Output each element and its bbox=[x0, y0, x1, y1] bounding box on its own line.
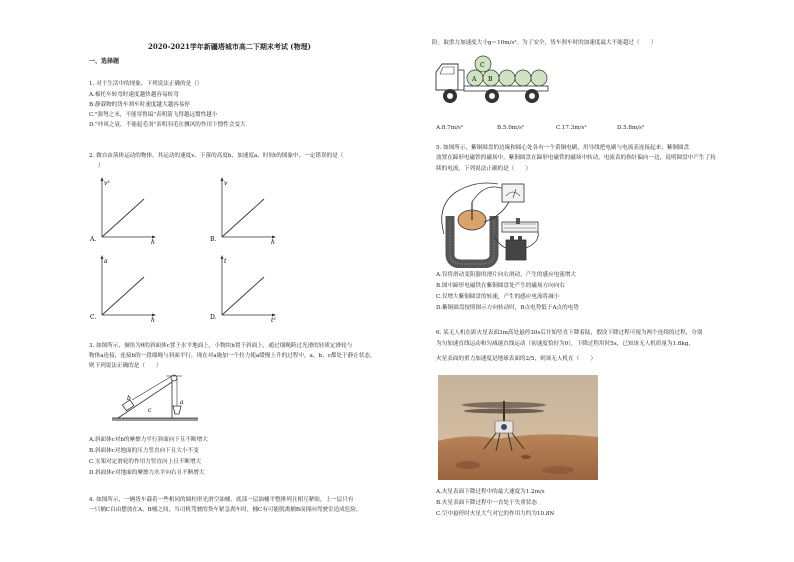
q6-option-c: C.空中悬停时火星大气对它的作用力约为10.8N bbox=[436, 511, 555, 517]
q3-label-c: c bbox=[148, 407, 152, 414]
q1-option-d: D."冲风之衰，不能起毛羽"表明羽毛在飘风的作用下惯性会变大 bbox=[89, 122, 246, 128]
section-heading: 一、选择题 bbox=[89, 58, 120, 65]
q4-option-b: B.5.0m/s² bbox=[497, 125, 525, 131]
q5-option-d: D.紫铜圆盘按照图示方向转动时，B点电势低于A点的电势 bbox=[436, 305, 579, 311]
q2-graph-a bbox=[88, 175, 158, 245]
q4-option-d: D.5.8m/s² bbox=[617, 125, 645, 131]
q6-line-1: 6. 某无人机在距火星表面3m高处悬停30s后开始竖直下降着陆，假设下降过程可视为两个连续的过程，分别 bbox=[436, 330, 703, 336]
q2-graph-b-label: B. bbox=[210, 236, 217, 243]
q3-label-b: b bbox=[127, 395, 131, 402]
q3-line-2: 物体a连接，连接b的一段细绳与斜面平行，现在对a施加一个拉力使a缓慢上升的过程中，a、b、c都处于静止状态， bbox=[89, 353, 376, 359]
q5-option-a: A.仅将滑动变阻器的滑片向右滑动，产生的感应电流增大 bbox=[436, 272, 577, 278]
q4-label-b: B bbox=[488, 76, 493, 83]
q2-graph-a-label: A. bbox=[90, 236, 97, 243]
q3-option-d: D.斜面体c对地面的摩擦力水平向右且不断增大 bbox=[89, 470, 205, 476]
q2-graph-c bbox=[88, 253, 158, 323]
q3-line-1: 3. 如图所示，倾角为θ的斜面体c置于水平地面上，小物块b置于斜面上，通过细绳跨过光滑的轻质定滑轮与 bbox=[89, 343, 353, 349]
q2-graph-d-ylabel: t bbox=[224, 258, 227, 265]
q2-graph-b-ylabel: v bbox=[224, 180, 228, 187]
q2-graph-a-ylabel: v² bbox=[104, 180, 110, 187]
q3-incline-figure bbox=[110, 372, 200, 427]
q2-graph-c-xlabel: h bbox=[151, 317, 155, 323]
q2-graph-b-xlabel: h bbox=[271, 239, 275, 245]
exam-title: 2020-2021学年新疆塔城市高二下期末考试 (物理) bbox=[148, 42, 311, 51]
q1-stem: 1. 对于生活中的现象，下列说法正确的是（） bbox=[89, 81, 203, 87]
q4-option-c: C.17.3m/s² bbox=[556, 125, 587, 131]
q3-option-b: B.斜面体c对地面的压力竖直向下且大小不变 bbox=[89, 448, 199, 454]
q6-option-a: A.火星表面下降过程中的最大速度为1.2m/s bbox=[436, 489, 545, 495]
q3-option-c: C.支架对定滑轮的作用力竖直向上且不断增大 bbox=[89, 459, 202, 465]
q5-option-b: B.图中蹄形电磁铁在紫铜圆盘处产生的磁场方向向右 bbox=[436, 283, 565, 289]
q4-line-2: 一只桶C自由摆放在A、B桶之间，当司机驾驶的货车紧急刹车时，桶C有可能脱离桶B而撞向驾驶室造成危险， bbox=[89, 507, 362, 513]
q4-line-3: 险。取重力加速度大小g＝10m/s²。为了安全，货车刹车时的加速度最大不能超过（ ） bbox=[432, 40, 657, 46]
q5-copper-disk-figure bbox=[436, 176, 556, 268]
q2-graph-d-label: D. bbox=[210, 314, 217, 321]
q3-line-3: 则下列说法正确的是（ ） bbox=[89, 363, 162, 369]
q2-stem: 2. 做自由落体运动的物体，其运动的速度v、下落的高度h、加速度a、时间t的图象中，一定错误的是（ bbox=[89, 153, 344, 159]
q2-stem-end: ） bbox=[98, 163, 104, 169]
q5-option-c: C.仅增大紫铜圆盘的转速，产生的感应电流将减小 bbox=[436, 294, 560, 300]
q4-truck-figure bbox=[432, 50, 552, 110]
q1-option-a: A.棉托车转弯时速度越快越容易转弯 bbox=[89, 92, 179, 98]
q5-line-2: 放置在蹄形电磁铁的磁场中，紫铜圆盘在蹄形电磁铁的磁场中转动，电流表的指针偏向一边，说明圆盘中产生了持 bbox=[436, 155, 716, 161]
q6-line-3: 火星表面的重力加速度是地球表面的2/5，则该无人机在（ ） bbox=[436, 356, 597, 362]
q2-graph-d-xlabel: t² bbox=[271, 317, 276, 323]
q2-graph-d bbox=[208, 253, 278, 323]
q2-graph-b bbox=[208, 175, 278, 245]
q4-line-1: 4. 如图所示，一辆货车载着一些相同的圆柱形光滑空油桶，底部一层油桶平整排列且相互紧贴，上一层只有 bbox=[89, 497, 354, 503]
q2-graph-a-xlabel: h bbox=[151, 239, 155, 245]
q6-line-2: 为匀加速直线运动和匀减速直线运动（初速度恰好为0），下降过程用时5s，已知该无人机质量为1.8kg， bbox=[436, 341, 694, 347]
q2-graph-c-ylabel: a bbox=[104, 258, 108, 265]
q1-option-b: B.静载物的货车刹车时速度越大越容易停 bbox=[89, 102, 190, 108]
q4-label-a: A bbox=[472, 76, 477, 83]
q3-option-a: A.斜面体c对b的摩擦力平行斜面向下且不断增大 bbox=[89, 437, 208, 443]
q1-option-c: C."强弩之末，不能穿鲁缟"表明箭飞得越远惯性越小 bbox=[89, 112, 218, 118]
q4-label-c: C bbox=[480, 62, 485, 69]
q3-label-a: a bbox=[180, 399, 184, 406]
q4-option-a: A.8.7m/s² bbox=[436, 125, 464, 131]
q6-mars-helicopter-photo bbox=[438, 375, 598, 480]
q2-graph-c-label: C. bbox=[90, 314, 97, 321]
q6-option-b: B.火星表面下降过程中一直处于失重状态 bbox=[436, 500, 537, 506]
q5-line-1: 5. 如图所示，紫铜圆盘的边缘和圆心处各有一个黄铜电刷，用导线把电刷与电流表连接起来；紫铜圆盘 bbox=[436, 145, 690, 151]
q5-line-3: 续的电流，下列说法正确的是（ ） bbox=[436, 166, 532, 172]
